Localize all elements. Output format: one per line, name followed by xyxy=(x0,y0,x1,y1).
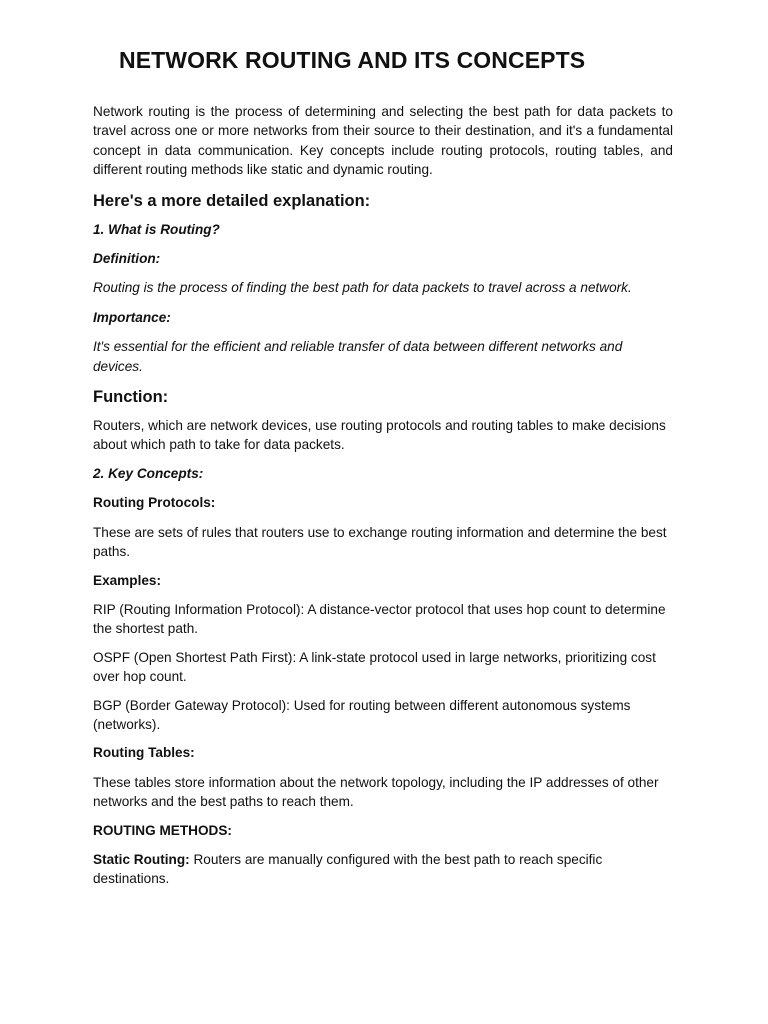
example-ospf: OSPF (Open Shortest Path First): A link-state protocol used in large networks, prioritizing cost over hop count. xyxy=(93,649,656,685)
definition-label: Definition: xyxy=(93,251,161,267)
section-2-heading: 2. Key Concepts: xyxy=(93,465,204,481)
importance-text: It's essential for the efficient and reliable transfer of data between different networks and devices. xyxy=(93,339,623,374)
tables-text: These tables store information about the network topology, including the IP addresses of other networks and the best paths to reach them. xyxy=(93,774,659,810)
examples-label: Examples: xyxy=(93,572,162,588)
document-page xyxy=(93,44,673,898)
static-routing-text: Routers are manually configured with the best path to reach specific destinations. xyxy=(93,851,603,887)
detail-heading: Here's a more detailed explanation: xyxy=(93,191,371,210)
tables-label: Routing Tables: xyxy=(93,745,195,761)
section-1-heading: 1. What is Routing? xyxy=(93,221,220,237)
function-text: Routers, which are network devices, use routing protocols and routing tables to make decisions about which path to take for data packets. xyxy=(93,418,666,453)
example-bgp: BGP (Border Gateway Protocol): Used for routing between different autonomous systems (networks). xyxy=(93,697,631,732)
static-routing-label: Static Routing: xyxy=(93,851,190,867)
protocols-text: These are sets of rules that routers use to exchange routing information and determine the best paths. xyxy=(93,524,667,560)
intro-paragraph: Network routing is the process of determining and selecting the best path for data packets to travel across one or more networks from their source to their destination, and it's a fundamental concept in data communication. Key concepts include routing protocols, routing tables, and different routing methods like static and dynamic routing. xyxy=(93,104,673,178)
definition-text: Routing is the process of finding the best path for data packets to travel across a network. xyxy=(93,280,632,296)
protocols-label: Routing Protocols: xyxy=(93,495,216,511)
page-title: NETWORK ROUTING AND ITS CONCEPTS xyxy=(119,47,586,73)
static-routing-paragraph xyxy=(93,850,673,889)
function-heading: Function: xyxy=(93,388,169,407)
importance-label: Importance: xyxy=(93,309,171,325)
methods-label: ROUTING METHODS: xyxy=(93,822,232,838)
example-rip: RIP (Routing Information Protocol): A distance-vector protocol that uses hop count to determine the shortest path. xyxy=(93,601,666,637)
